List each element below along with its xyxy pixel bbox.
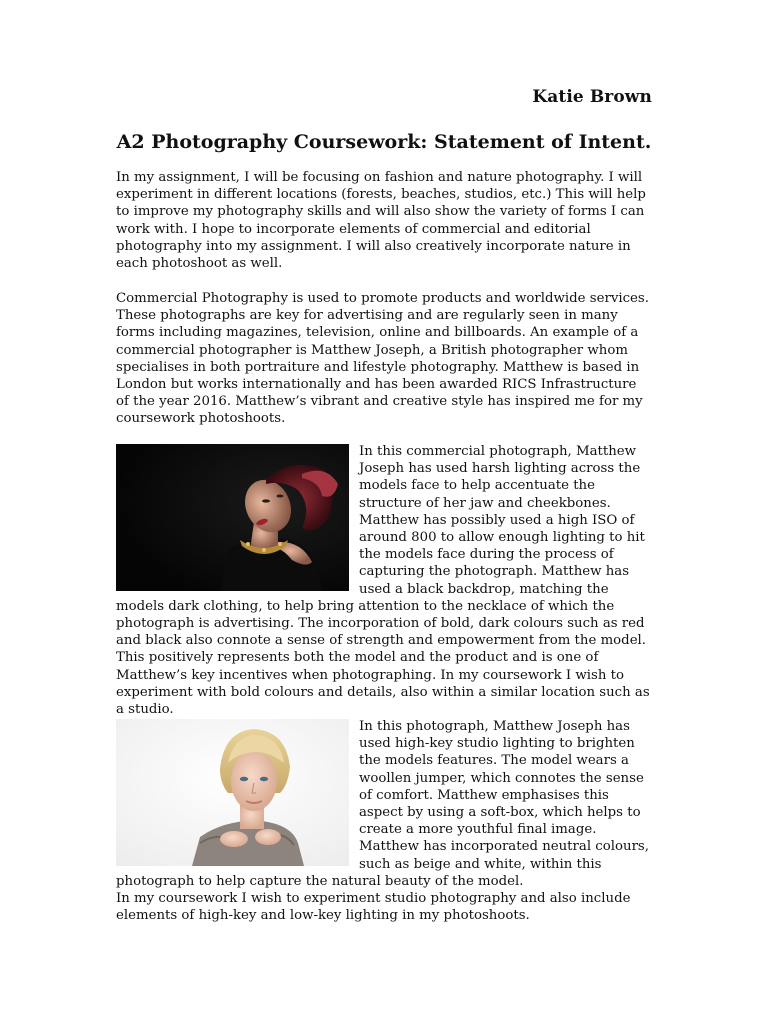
analysis-text-1: In this commercial photograph, Matthew Joseph has used harsh lighting across the models face to help accentuate the structure of her jaw and cheekbones. Matthew has possibly used a high ISO of around 800 to allow enough lighting to hit the models face during the process of capturing the photograph. Matthew has used a black backdrop, matching the models dark clothing, to help bring attention to the necklace of which the photograph is advertising. The incorporation of bold, dark colours such as red and black also connote a sense of strength and empowerment from the model. This positively represents both the model and the product and is one of Matthew’s key incentives when photographing. In my coursework I wish to experiment with bold colours and details, also within a similar location such as a studio. <box>116 444 650 718</box>
high-key-portrait-photo <box>116 719 349 866</box>
portrait-image-dark <box>116 444 349 591</box>
analysis-section-1 <box>116 443 652 718</box>
analysis-section-2 <box>116 718 652 924</box>
low-key-portrait-photo <box>116 444 349 591</box>
portrait-image-light <box>116 719 349 866</box>
intro-paragraph: In my assignment, I will be focusing on fashion and nature photography. I will experiment in different locations (forests, beaches, studios, etc.) This will help to improve my photography skills and will also show the variety of forms I can work with. I hope to incorporate elements of commercial and editorial photography into my assignment. I will also creatively incorporate nature in each photoshoot as well. <box>116 170 646 272</box>
page-title: A2 Photography Coursework: Statement of Intent. <box>116 131 652 153</box>
commercial-paragraph: Commercial Photography is used to promote products and worldwide services. These photographs are key for advertising and are regularly seen in many forms including magazines, television, online and billboards. An example of a commercial photographer is Matthew Joseph, a British photographer whom specialises in both portraiture and lifestyle photography. Matthew is based in London but works internationally and has been awarded RICS Infrastructure of the year 2016. Matthew’s vibrant and creative style has inspired me for my coursework photoshoots. <box>116 291 649 427</box>
analysis-text-2-continued: In my coursework I wish to experiment studio photography and also include elements of high-key and low-key lighting in my photoshoots. <box>116 891 631 924</box>
analysis-text-2: In this photograph, Matthew Joseph has used high-key studio lighting to brighten the models features. The model wears a woollen jumper, which connotes the sense of comfort. Matthew emphasises this aspect by using a soft-box, which helps to create a more youthful final image. Matthew has incorporated neutral colours, such as beige and white, within this photograph to help capture the natural beauty of the model. <box>116 719 649 889</box>
author-name: Katie Brown <box>532 87 652 107</box>
